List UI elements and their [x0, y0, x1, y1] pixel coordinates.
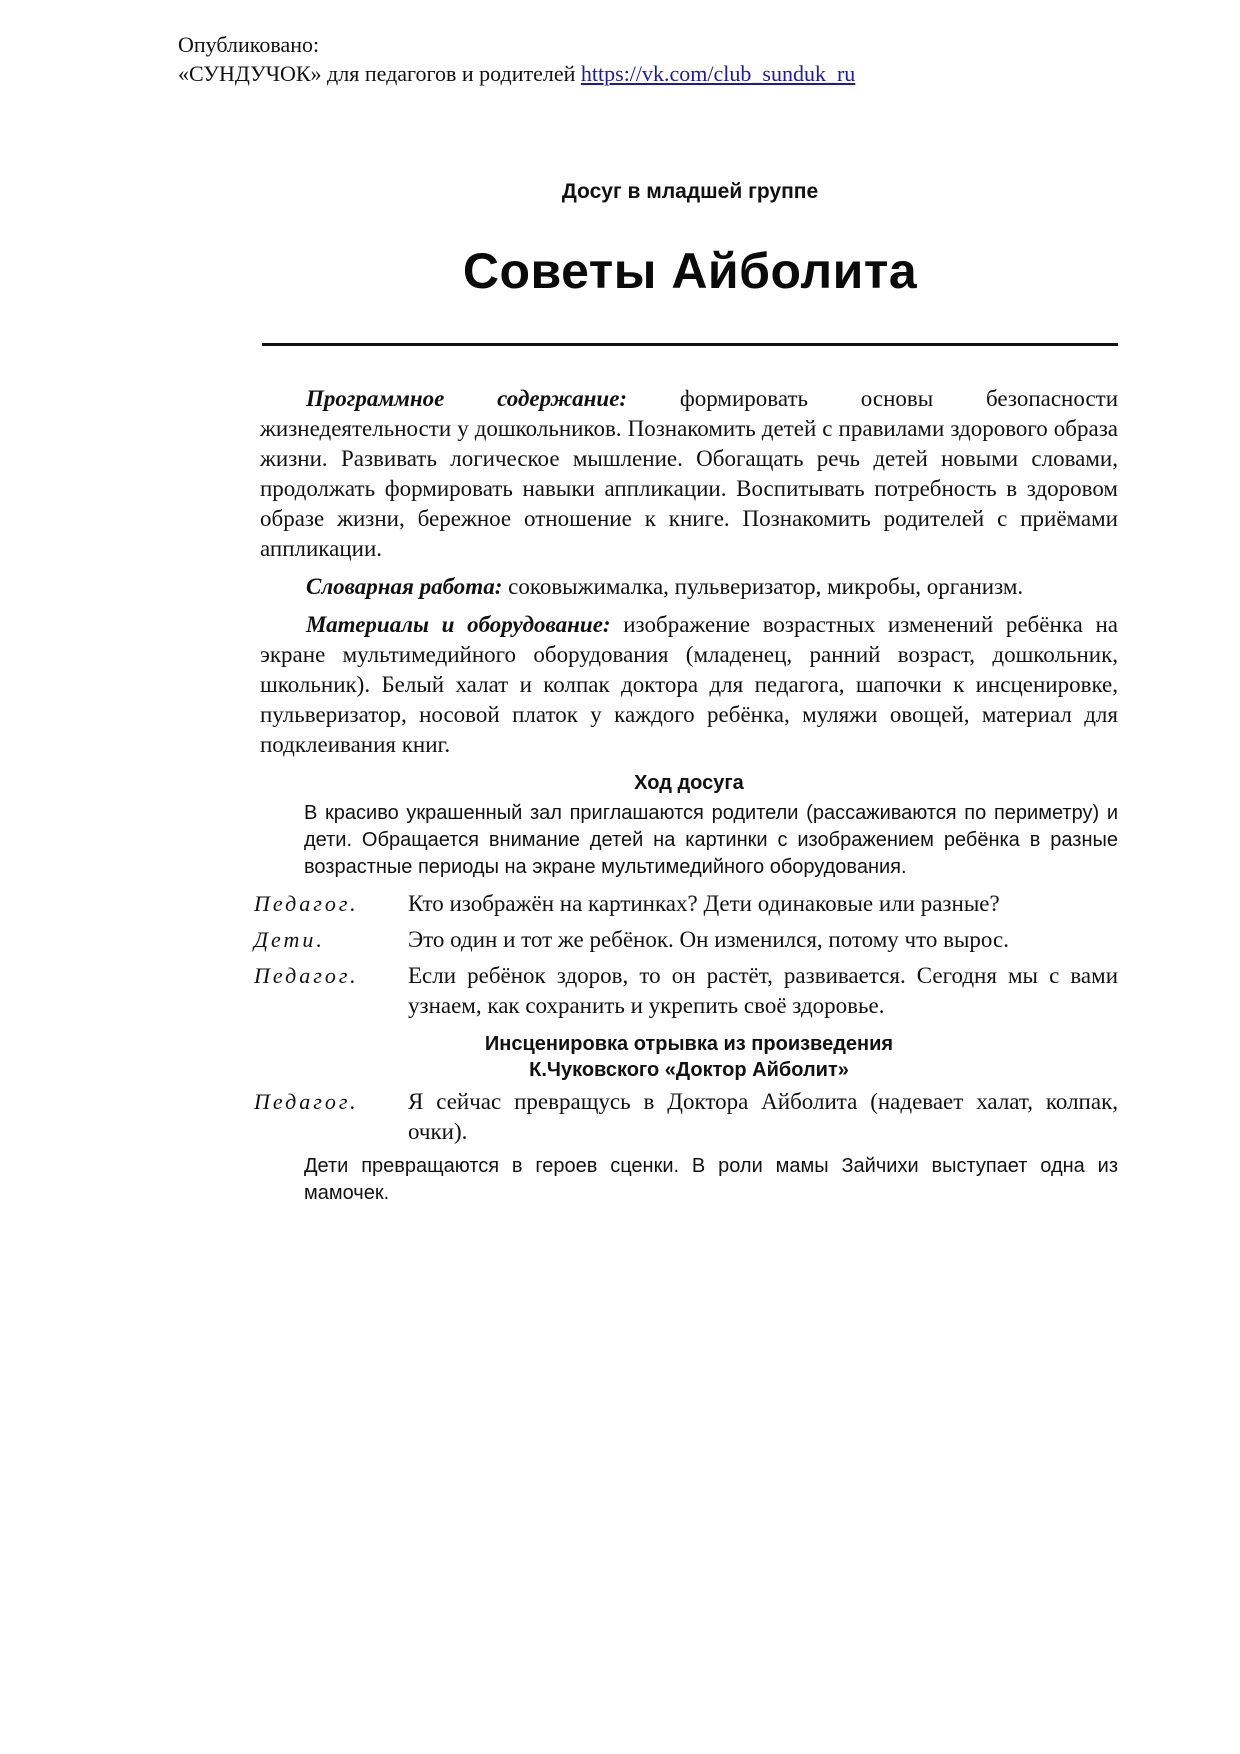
program-label: Программное содержание:: [306, 386, 628, 411]
materials-paragraph: [260, 610, 1118, 760]
article-body: [254, 384, 1119, 1215]
course-intro: В красиво украшенный зал приглашаются родители (рассаживаются по периметру) и дети. Обращается внимание детей на картинки с изображением ребёнка в разные возрастные периоды на экране мультимедийного оборудования.: [304, 802, 1118, 878]
speaker: Педагог.: [254, 963, 359, 988]
speaker: Педагог.: [254, 891, 359, 916]
source-link[interactable]: https://vk.com/club_sunduk_ru: [580, 61, 856, 86]
publisher-name: «СУНДУЧОК» для педагогов и родителей: [178, 61, 576, 86]
staging-heading-line1: Инсценировка отрывка из произведения: [484, 1033, 894, 1055]
speech: Если ребёнок здоров, то он растёт, развивается. Сегодня мы с вами узнаем, как сохранить и укрепить своё здоровье.: [408, 963, 1118, 1018]
course-heading: Ход досуга: [634, 772, 744, 794]
materials-label: Материалы и оборудование:: [306, 612, 611, 637]
publication-note: [178, 30, 855, 88]
closing-paragraph: Дети превращаются в героев сценки. В роли мамы Зайчихи выступает одна из мамочек.: [304, 1155, 1118, 1204]
program-text: формировать основы безопасности жизнедеятельности у дошкольников. Познакомить детей с правилами здорового образа жизни. Развивать логическое мышление. Обогащать речь детей новыми словами, продолжать формировать навыки аппликации. Воспитывать потребность в здоровом образе жизни, бережное отношение к книге. Познакомить родителей с приёмами аппликации.: [260, 386, 1119, 561]
staging-heading-line2: К.Чуковского «Доктор Айболит»: [529, 1059, 849, 1081]
speech: Кто изображён на картинках? Дети одинаковые или разные?: [408, 891, 1000, 916]
vocabulary-paragraph: [260, 572, 1118, 602]
section-label: Досуг в младшей группе: [561, 180, 819, 203]
page-title: Советы Айболита: [462, 243, 918, 299]
published-label: Опубликовано:: [178, 32, 320, 57]
title-divider: [262, 343, 1118, 346]
dialog-line: [254, 961, 1118, 1021]
dialog-line: [254, 925, 1118, 955]
vocabulary-text: соковыжималка, пульверизатор, микробы, организм.: [508, 574, 1024, 599]
dialog-line: [254, 889, 1118, 919]
vocabulary-label: Словарная работа:: [306, 574, 503, 599]
speaker: Дети.: [254, 927, 325, 952]
speaker: Педагог.: [254, 1089, 359, 1114]
publisher-line: [178, 59, 855, 88]
dialog-line: [254, 1087, 1118, 1147]
program-paragraph: [260, 384, 1118, 564]
staging-heading: [260, 1031, 1118, 1083]
speech: Это один и тот же ребёнок. Он изменился, потому что вырос.: [408, 927, 1009, 952]
speech: Я сейчас превращусь в Доктора Айболита (надевает халат, колпак, очки).: [408, 1089, 1118, 1144]
materials-text: изображение возрастных изменений ребёнка на экране мультимедийного оборудования (младенец, ранний возраст, дошкольник, школьник). Белый халат и колпак доктора для педагога, шапочки к инсценировке, пульверизатор, носовой платок у каждого ребёнка, муляжи овощей, материал для подклеивания книг.: [260, 612, 1118, 757]
